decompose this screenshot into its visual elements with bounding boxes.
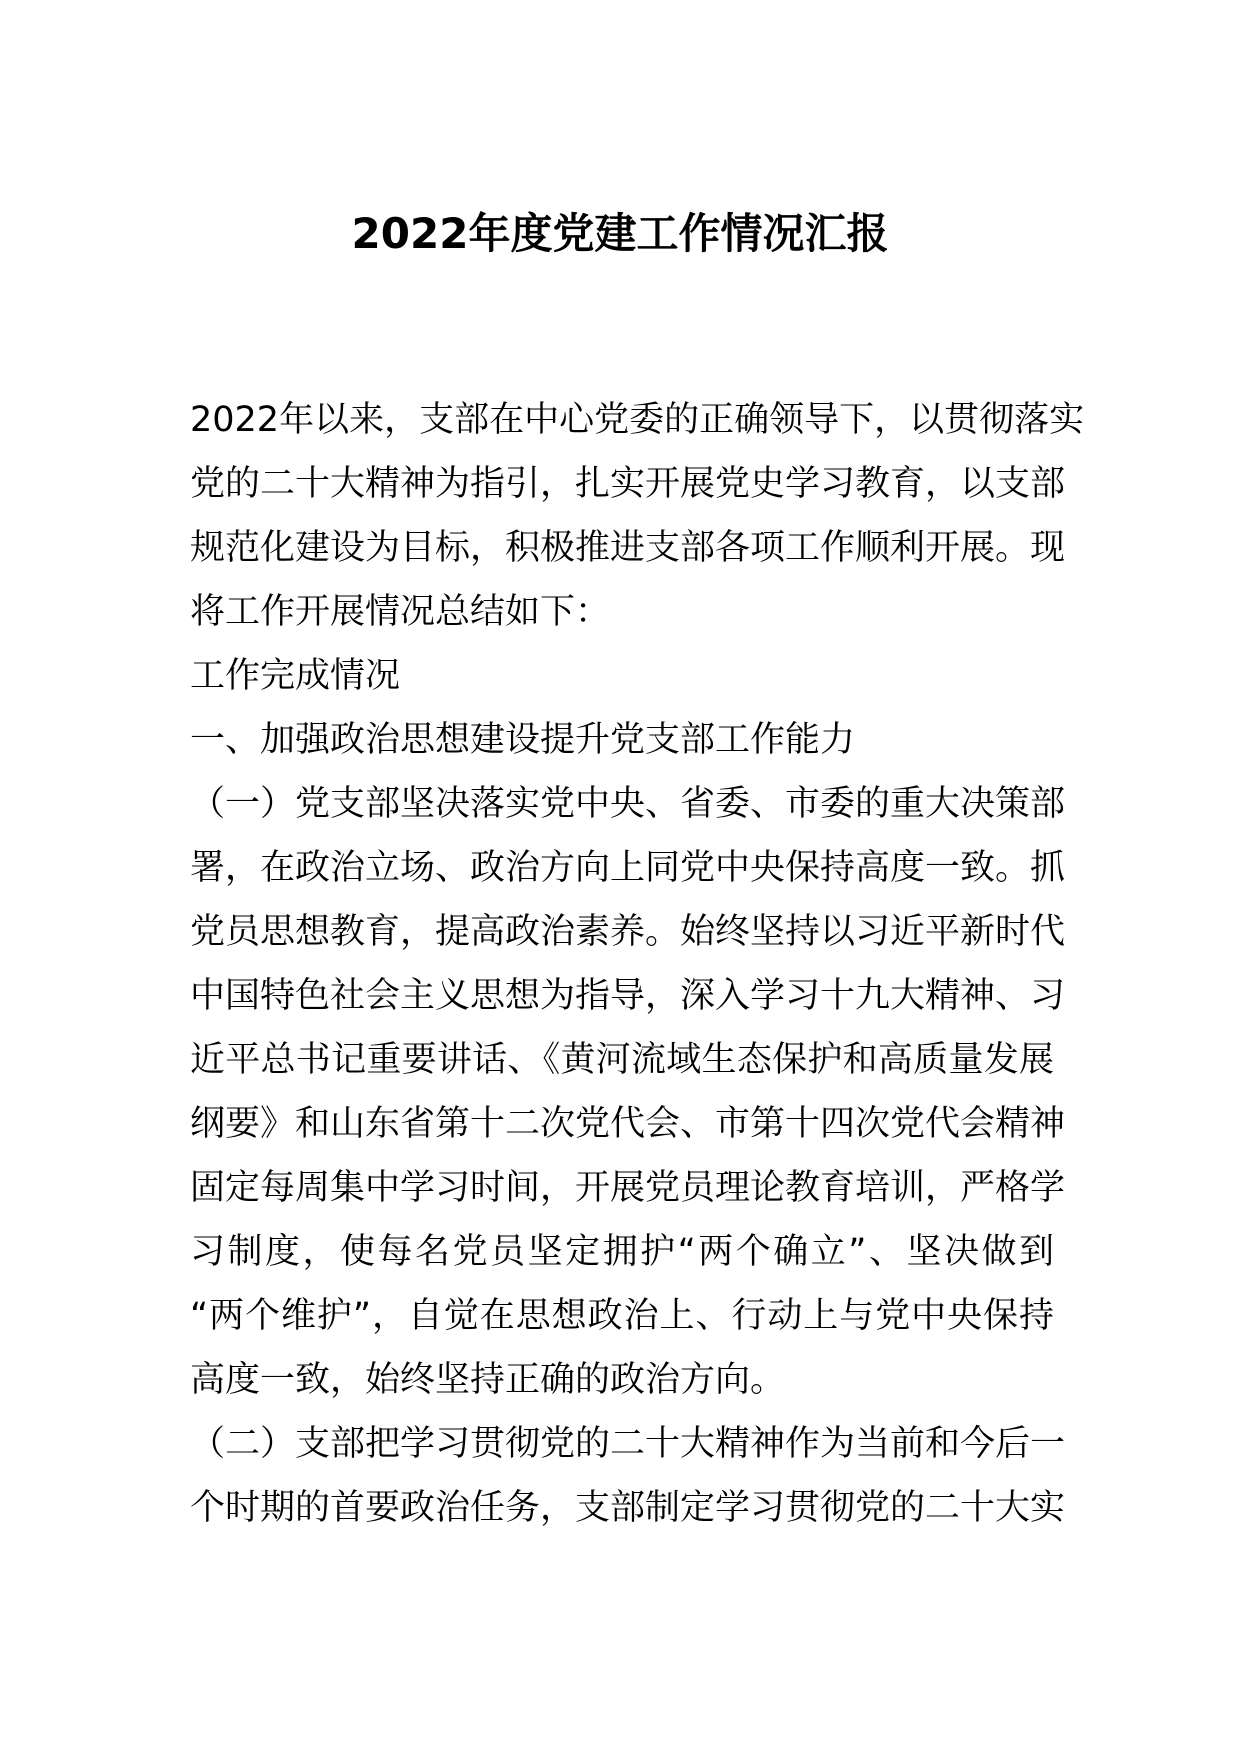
document-body <box>190 388 1085 1540</box>
body-line: 中国特色社会主义思想为指导，深入学习十九大精神、习 <box>190 976 1066 1016</box>
subsection-heading: 一、加强政治思想建设提升党支部工作能力 <box>190 720 856 760</box>
document-title: 2022年度党建工作情况汇报 <box>351 209 889 258</box>
body-line: 固定每周集中学习时间，开展党员理论教育培训，严格学 <box>190 1168 1066 1208</box>
body-line: 党员思想教育，提高政治素养。始终坚持以习近平新时代 <box>190 912 1066 952</box>
body-line: 署，在政治立场、政治方向上同党中央保持高度一致。抓 <box>190 848 1066 888</box>
body-line: 规范化建设为目标，积极推进支部各项工作顺利开展。现 <box>190 528 1066 568</box>
body-line: （二）支部把学习贯彻党的二十大精神作为当前和今后一 <box>190 1424 1066 1464</box>
body-line: 2022年以来，支部在中心党委的正确领导下，以贯彻落实 <box>190 400 1085 440</box>
body-line: （一）党支部坚决落实党中央、省委、市委的重大决策部 <box>190 784 1066 824</box>
body-line: 党的二十大精神为指引，扎实开展党史学习教育，以支部 <box>190 464 1066 504</box>
body-line: 个时期的首要政治任务，支部制定学习贯彻党的二十大实 <box>190 1488 1066 1528</box>
body-line: 习制度，使每名党员坚定拥护“两个确立”、坚决做到 <box>190 1232 1054 1272</box>
section-heading: 工作完成情况 <box>190 656 401 696</box>
body-line: 近平总书记重要讲话、《黄河流域生态保护和高质量发展 <box>190 1040 1054 1080</box>
body-line: 将工作开展情况总结如下： <box>190 592 611 632</box>
body-line: “两个维护”，自觉在思想政治上、行动上与党中央保持 <box>190 1296 1054 1336</box>
body-line: 纲要》和山东省第十二次党代会、市第十四次党代会精神 <box>190 1104 1066 1144</box>
body-line: 高度一致，始终坚持正确的政治方向。 <box>190 1360 786 1400</box>
